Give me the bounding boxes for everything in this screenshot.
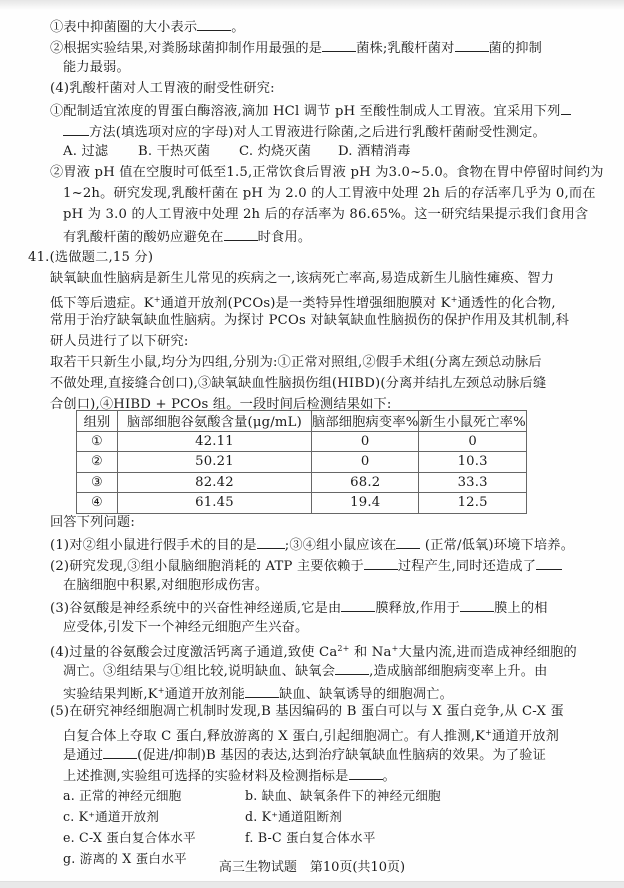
answer-blank[interactable] <box>364 557 398 570</box>
intro-text-b: 通道开放剂(PCOs)是一类特异性增强细胞膜对 K <box>160 296 451 311</box>
p4-line3-text-a: 实验结果判断,K <box>63 687 158 702</box>
p4-text-b: 和 Na <box>349 645 392 660</box>
answer-blank[interactable] <box>396 536 420 549</box>
answer-blank[interactable] <box>63 123 89 136</box>
q4-sub2-line4-text-a: 有乳酸杆菌的酸奶应避免在 <box>63 230 224 245</box>
p5-line4-text-a: 上述推测,实验组可选择的实验材料及检测指标是 <box>63 769 349 784</box>
p4-line2-text-b: ,造成脑部细胞病变率上升。由 <box>369 664 548 679</box>
q41-header: 41.(选做题二,15 分) <box>28 250 154 265</box>
q41-p2 <box>50 557 562 575</box>
cell-lesion-rate: 0 <box>312 431 419 452</box>
p5-line2-text-b: 通道开放剂 <box>492 729 559 744</box>
q41-p3 <box>50 599 548 617</box>
option-d: D. 酒精消毒 <box>338 144 411 159</box>
p1-text-c: (正常/低氧)环境下培养。 <box>424 538 575 553</box>
superscript-plus: + <box>157 686 165 695</box>
cell-lesion-rate: 0 <box>312 452 419 473</box>
p5-line4-text-b: 。 <box>382 769 396 784</box>
q41-intro-line2 <box>50 292 556 312</box>
q4-sub2-line2: 1~2h。研究发现,乳酸杆菌在 pH 为 2.0 的人工胃液中处理 2h 后的存活率几乎为 0,而在 <box>63 186 596 201</box>
p5-option-d: d. K⁺通道阻断剂 <box>245 809 343 824</box>
cell-glutamate: 50.21 <box>118 452 312 473</box>
q3-sub1-end: 。 <box>231 20 245 35</box>
option-c: C. 灼烧灭菌 <box>239 144 312 159</box>
q41-intro-line3: 常用于治疗缺氧缺血性脑病。为探讨 PCOs 对缺氧缺血性脑损伤的保护作用及其机制,科 <box>50 313 570 328</box>
q3-sub2-line2: 能力最弱。 <box>63 60 130 75</box>
superscript-plus: + <box>153 295 161 304</box>
q41-method-line2: 不做处理,直接缝合创口),③缺氧缺血性脑损伤组(HIBD)(分离并结扎左颈总动脉后缝 <box>50 376 547 391</box>
q4-sub1-line2-text: 方法(填选项对应的字母)对人工胃液进行除菌,之后进行乳酸杆菌耐受性测定。 <box>89 125 546 140</box>
p2-text-b: 过程产生,同时还造成了 <box>397 559 537 574</box>
p5-option-e: e. C-X 蛋白复合体水平 <box>63 830 196 845</box>
answer-blank[interactable] <box>536 557 562 570</box>
q4-sub1-text: ①配制适宜浓度的胃蛋白酶溶液,滴加 HCl 调节 pH 至酸性制成人工胃液。宜采用下列 <box>50 104 561 119</box>
p5-option-c: c. K⁺通道开放剂 <box>63 809 160 824</box>
p4-line3-text-b: 通道开放剂能 <box>164 687 246 702</box>
p5-option-g: g. 游离的 X 蛋白水平 <box>63 851 187 866</box>
p1-text-b: ;③④组小鼠应该在 <box>284 538 397 553</box>
q3-sub1-text: ①表中抑菌圈的大小表示 <box>50 20 198 35</box>
table-row <box>77 493 527 514</box>
p4-text-a: (4)过量的谷氨酸会过度激活钙离子通道,致使 Ca <box>50 645 338 660</box>
q3-sub2-text-a: ②根据实验结果,对粪肠球菌抑制作用最强的是 <box>50 41 323 56</box>
q41-p5-line2 <box>63 725 559 745</box>
header-lesion-rate: 脑部细胞病变率% <box>312 411 419 432</box>
q41-intro-line1: 缺氧缺血性脑病是新生儿常见的疾病之一,该病死亡率高,易造成新生儿脑性瘫痪、智力 <box>50 271 555 286</box>
q4-sub2-line3: pH 为 3.0 的人工胃液中处理 2h 后的存活率为 86.65%。这一研究结果提示我们食用含 <box>63 207 589 222</box>
table-row <box>77 452 527 473</box>
table-row <box>77 431 527 452</box>
q41-intro-line4: 研人员进行了以下研究: <box>50 334 189 349</box>
answer-blank[interactable] <box>322 39 356 52</box>
answer-blank[interactable] <box>341 599 375 612</box>
q41-p1 <box>50 536 574 554</box>
p4-line2-text-a: 凋亡。③组结果与①组比较,说明缺血、缺氧会 <box>63 664 336 679</box>
p5-option-b: b. 缺血、缺氧条件下的神经元细胞 <box>245 788 441 803</box>
p5-option-f: f. B-C 蛋白复合体水平 <box>245 830 376 845</box>
q3-sub2 <box>50 39 542 57</box>
q4-title: (4)乳酸杆菌对人工胃液的耐受性研究: <box>50 81 275 96</box>
q4-sub2-line4-text-b: 时食用。 <box>257 230 312 245</box>
answer-blank[interactable] <box>349 767 383 780</box>
cell-group: ③ <box>77 472 118 493</box>
q41-p5-line4 <box>63 767 396 785</box>
cell-glutamate: 82.42 <box>118 472 312 493</box>
option-b: B. 干热灭菌 <box>138 144 211 159</box>
cell-mortality: 33.3 <box>419 472 526 493</box>
answer-blank[interactable] <box>103 746 137 759</box>
p4-text-c: 大量内流,进而造成神经细胞的 <box>398 645 577 660</box>
q41-p4 <box>50 641 577 661</box>
answer-blank[interactable] <box>197 18 231 31</box>
q4-sub2-line4 <box>63 228 311 246</box>
top-shadow <box>0 0 624 10</box>
page-footer: 高三生物试题 第10页(共10页) <box>218 860 406 875</box>
answer-blank[interactable] <box>561 102 571 115</box>
header-group: 组别 <box>77 411 118 432</box>
cell-glutamate: 42.11 <box>118 431 312 452</box>
header-mortality: 新生小鼠死亡率% <box>419 411 526 432</box>
cell-group: ④ <box>77 493 118 514</box>
q41-p4-line2 <box>63 662 548 680</box>
q41-p5-line3 <box>63 746 546 764</box>
p4-line3-text-c: 缺血、缺氧诱导的细胞凋亡。 <box>279 687 454 702</box>
q41-p2-line2: 在脑细胞中积累,对细胞形成伤害。 <box>63 578 269 593</box>
answer-blank[interactable] <box>460 599 494 612</box>
q4-sub1-line1 <box>50 102 571 120</box>
q4-sub2-line1: ②胃液 pH 值在空腹时可低至1.5,正常饮食后胃液 pH 为3.0~5.0。食物在胃中停留时间约为 <box>50 165 604 180</box>
answer-blank[interactable] <box>455 39 489 52</box>
q4-options <box>63 144 411 160</box>
cell-glutamate: 61.45 <box>118 493 312 514</box>
p2-text-a: (2)研究发现,③组小鼠脑细胞消耗的 ATP 主要依赖于 <box>50 559 364 574</box>
intro-text-c: 通透性的化合物, <box>457 296 556 311</box>
cell-mortality: 10.3 <box>419 452 526 473</box>
cell-lesion-rate: 19.4 <box>312 493 419 514</box>
bottom-edge <box>0 881 624 888</box>
header-glutamate: 脑部细胞谷氨酸含量(μg/mL) <box>118 411 312 432</box>
cell-mortality: 12.5 <box>419 493 526 514</box>
p5-line2-text-a: 白复合体上夺取 C 蛋白,释放游离的 X 蛋白,引起细胞凋亡。有人推测,K <box>63 729 486 744</box>
q4-sub1-line2 <box>63 123 546 141</box>
q41-method-line3: 合创口),④HIBD + PCOs 组。一段时间后检测结果如下: <box>50 397 392 412</box>
cell-group: ② <box>77 452 118 473</box>
table-header-row <box>77 411 527 432</box>
superscript-plus: + <box>485 728 493 737</box>
p5-line3-text-b: (促进/抑制)B 基因的表达,达到治疗缺氧缺血性脑病的效果。为了验证 <box>137 748 547 763</box>
p5-line3-text-a: 是通过 <box>63 748 104 763</box>
q41-p3-line2: 应受体,引发下一个神经元细胞产生兴奋。 <box>63 620 309 635</box>
p5-option-a: a. 正常的神经元细胞 <box>63 788 182 803</box>
answer-blank[interactable] <box>224 228 258 241</box>
cell-lesion-rate: 68.2 <box>312 472 419 493</box>
answer-blank[interactable] <box>257 536 285 549</box>
answer-blank[interactable] <box>245 685 279 698</box>
p3-text-a: (3)谷氨酸是神经系统中的兴奋性神经递质,它是由 <box>50 601 342 616</box>
q41-method-line1: 取若干只新生小鼠,均分为四组,分别为:①正常对照组,②假手术组(分离左颈总动脉后 <box>50 355 542 370</box>
p3-text-c: 膜上的相 <box>494 601 548 616</box>
intro-text-a: 低下等后遗症。K <box>50 296 154 311</box>
p1-text-a: (1)对②组小鼠进行假手术的目的是 <box>50 538 257 553</box>
answer-prompt: 回答下列问题: <box>50 515 135 530</box>
q41-p4-line3 <box>63 683 453 703</box>
superscript-plus: + <box>450 295 458 304</box>
p3-text-b: 膜释放,作用于 <box>375 601 461 616</box>
q3-sub2-text-c: 菌的抑制 <box>488 41 543 56</box>
option-a: A. 过滤 <box>63 144 109 159</box>
table-row <box>77 472 527 493</box>
q3-sub1 <box>50 18 245 36</box>
superscript-2plus: 2+ <box>337 644 350 653</box>
superscript-plus: + <box>391 644 399 653</box>
cell-mortality: 0 <box>419 431 526 452</box>
answer-blank[interactable] <box>335 662 369 675</box>
q3-sub2-text-b: 菌株;乳酸杆菌对 <box>356 41 455 56</box>
q41-p5-line1: (5)在研究神经细胞凋亡机制时发现,B 基因编码的 B 蛋白可以与 X 蛋白竞争,从 C-X 蛋 <box>50 704 564 719</box>
results-table <box>76 410 527 514</box>
cell-group: ① <box>77 431 118 452</box>
